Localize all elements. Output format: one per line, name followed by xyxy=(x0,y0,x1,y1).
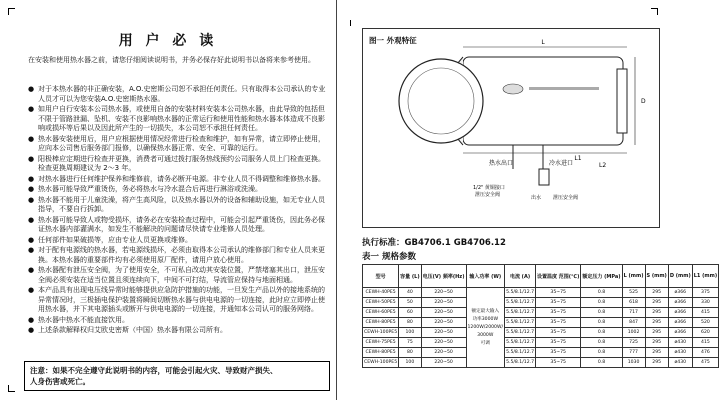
warning-line: 人身伤害或死亡。 xyxy=(30,377,90,386)
power-note-line: 额定最大输入 xyxy=(471,308,500,314)
dim-label-l1: L1 xyxy=(574,155,582,162)
table-cell: 847 xyxy=(622,318,645,328)
table-cell: 35~75 xyxy=(536,358,581,368)
bullet-icon: ● xyxy=(28,154,35,163)
table-cell: CEWH-100PE5 xyxy=(363,358,399,368)
table-cell: 220~50 xyxy=(421,308,466,318)
column-header: L (mm) xyxy=(622,265,645,288)
notice-text: 热水器可能导致人或物受损坏，请务必在安装检查过程中，可能会引起严重烫伤，因此务必保证热水器内部灌满水，如发生不能解决的问题请尽快请专业维修人员处理。 xyxy=(38,215,325,233)
table-cell: 415 xyxy=(692,308,718,318)
power-note-line: 可调 xyxy=(480,340,490,346)
notice-item xyxy=(28,185,328,195)
table-cell: 476 xyxy=(692,348,718,358)
table-cell: 0.8 xyxy=(581,328,622,338)
crop-mark xyxy=(8,8,15,15)
table-cell: 80 xyxy=(399,348,422,358)
column-header: 电流 (A) xyxy=(505,265,536,288)
column-header: 额定压力 (MPa) xyxy=(581,265,622,288)
bullet-icon: ● xyxy=(28,105,35,113)
tank-cap xyxy=(617,69,627,133)
valve-label: 泄压安全阀 xyxy=(553,195,579,201)
left-page xyxy=(0,0,337,400)
table-cell: CEWH-75PE5 xyxy=(363,338,399,348)
right-page xyxy=(338,0,718,400)
table-cell: 295 xyxy=(645,358,668,368)
table-row xyxy=(363,298,719,308)
table-cell: 35~75 xyxy=(536,288,581,298)
table-cell: CEWH-60PE5 xyxy=(363,308,399,318)
table-cell: ø366 xyxy=(668,308,692,318)
notice-item xyxy=(28,236,328,246)
table-cell: ø430 xyxy=(668,348,692,358)
table-cell: ø430 xyxy=(668,358,692,368)
table-cell: 60 xyxy=(399,308,422,318)
table-cell: 0.8 xyxy=(581,298,622,308)
table-cell: 5.5/8.1/12.7 xyxy=(505,308,536,318)
crop-mark xyxy=(8,385,15,392)
column-header: 型号 xyxy=(363,265,399,288)
table-cell: 0.8 xyxy=(581,308,622,318)
table-cell: 525 xyxy=(622,288,645,298)
bullet-icon: ● xyxy=(28,134,35,143)
table-cell: CEWH-50PE5 xyxy=(363,298,399,308)
notice-item xyxy=(28,326,328,336)
cold-inlet-label: 冷水进口 xyxy=(549,160,574,167)
table-cell: 475 xyxy=(692,358,718,368)
bullet-icon: ● xyxy=(28,195,35,204)
table-cell: 35~75 xyxy=(536,318,581,328)
table-cell: 220~50 xyxy=(421,348,466,358)
notice-text: 对热水器进行任何维护保养和维修前，请务必断开电源。非专业人员不得调整和维修热水器。 xyxy=(38,174,325,183)
table-row xyxy=(363,308,719,318)
table-cell: 80 xyxy=(399,318,422,328)
table-cell: 220~50 xyxy=(421,288,466,298)
valve-label: 1/2" 黄铜接口 xyxy=(473,185,505,191)
table-cell: 220~50 xyxy=(421,328,466,338)
table-cell: 0.8 xyxy=(581,288,622,298)
notice-text: 本产品具有出现电压线异常时能够提供应急防护措施的功能，一旦发生产品以外的接地系统的异常情况时，三极插电保护装置将瞬间切断热水器与供电电源的一切连接，此时应立即停止使用热水器，并下其电源插头或断开与供电电源的一切连接，并通知本公司认可的服务网络。 xyxy=(38,286,325,313)
notice-item xyxy=(28,266,328,285)
bullet-icon: ● xyxy=(28,326,35,334)
notice-text: 任何部件如果破损等，应由专业人员更换或维修。 xyxy=(38,235,192,244)
table-row xyxy=(363,338,719,348)
table-cell: 35~75 xyxy=(536,348,581,358)
table-cell: 295 xyxy=(645,298,668,308)
notice-item xyxy=(28,196,328,215)
table-cell: 100 xyxy=(399,328,422,338)
table-cell: 295 xyxy=(645,348,668,358)
power-note-cell xyxy=(466,288,505,368)
notice-list xyxy=(28,85,328,337)
bullet-icon: ● xyxy=(28,185,35,193)
table-cell: 35~75 xyxy=(536,328,581,338)
table-cell: 295 xyxy=(645,338,668,348)
table-row xyxy=(363,348,719,358)
table-cell: 220~50 xyxy=(421,358,466,368)
table-cell: 0.8 xyxy=(581,318,622,328)
table-cell: 717 xyxy=(622,308,645,318)
table-cell: 35~75 xyxy=(536,298,581,308)
hot-outlet-label: 热水出口 xyxy=(489,160,514,167)
table-cell: 0.8 xyxy=(581,348,622,358)
table-cell: 5.5/8.1/12.7 xyxy=(505,318,536,328)
notice-item xyxy=(28,246,328,265)
notice-text: 热水器可能导致严重烫伤，务必将热水与冷水混合后再进行淋浴或洗澡。 xyxy=(38,185,262,193)
table-cell: ø366 xyxy=(668,298,692,308)
bullet-icon: ● xyxy=(28,286,35,294)
table-cell: 520 xyxy=(692,318,718,328)
notice-item xyxy=(28,316,328,326)
table-row xyxy=(363,288,719,298)
table-cell: 35~75 xyxy=(536,308,581,318)
safety-valve-shape xyxy=(539,169,549,185)
table-cell: 5.5/8.1/12.7 xyxy=(505,328,536,338)
table-cell: ø366 xyxy=(668,288,692,298)
bullet-icon: ● xyxy=(28,266,35,274)
table-cell: 5.5/8.1/12.7 xyxy=(505,298,536,308)
figure-title: 图一 外观特征 xyxy=(369,36,417,45)
crop-mark xyxy=(651,8,658,15)
table-cell: ø366 xyxy=(668,318,692,328)
bullet-icon: ● xyxy=(28,174,35,183)
notice-text: 如用户自行安装本公司热水器，或使用自备的安装材料安装本公司热水器，由此导致的包括但不限于管路泄漏、坠机、安装不良影响热水器的正常运行和使用性能和热水器本体造成不良影响或损坏等后果以及因此所产生的一切损失，本公司恕不承担任何责任。 xyxy=(38,105,325,132)
power-note-line: 功率3000W xyxy=(472,316,498,322)
notice-text: 热水器中热水不能直接饮用。 xyxy=(38,315,129,324)
table-cell: 220~50 xyxy=(421,338,466,348)
table-cell: 330 xyxy=(692,298,718,308)
column-header: 容量 (L) xyxy=(399,265,422,288)
appearance-figure xyxy=(362,28,660,228)
notice-text: 阳极棒应定期进行检查并更换，消费者可通过拨打服务热线预约公司服务人员上门检查更换。检查更换周期建议为 2～3 年。 xyxy=(38,154,325,172)
table-cell: 50 xyxy=(399,298,422,308)
valve-label: 泄压安全阀 xyxy=(475,192,501,198)
table-cell: 415 xyxy=(692,338,718,348)
table-cell: 100 xyxy=(399,358,422,368)
notice-item xyxy=(28,175,328,185)
bullet-icon: ● xyxy=(28,85,35,93)
table-cell: 295 xyxy=(645,318,668,328)
brand-strip xyxy=(529,87,599,90)
valve-label: 出水 xyxy=(531,195,542,201)
notice-text: 对于配有电源线的热水器，若电源线损坏，必须由取得本公司承认的维修部门和专业人员来更换。本热水器的重要部件均有必须使用原厂配件，请用户放心使用。 xyxy=(38,246,325,264)
notice-text: 热水器不能用于儿童洗澡，将产生高风险，以及热水器以外的设备和辅助设施，如无专业人员指导，不要自行拆卸。 xyxy=(38,195,325,213)
table-cell: 620 xyxy=(692,328,718,338)
bullet-icon: ● xyxy=(28,215,35,224)
table-cell: 220~50 xyxy=(421,318,466,328)
table-cell: 725 xyxy=(622,338,645,348)
table-header-row xyxy=(363,265,719,288)
power-note-line: 3000W xyxy=(477,332,494,338)
table-cell: 5.5/8.1/12.7 xyxy=(505,288,536,298)
notice-item xyxy=(28,105,328,134)
logo-oval xyxy=(503,84,523,94)
column-header: S (mm) xyxy=(645,265,668,288)
table-row xyxy=(363,358,719,368)
bullet-icon: ● xyxy=(28,315,35,324)
registration-mark xyxy=(350,20,351,26)
dim-label-l2: L2 xyxy=(599,162,607,169)
table-cell: 295 xyxy=(645,328,668,338)
notice-text: 对于本热水器的非正确安装，A.O.史密斯公司恕不承担任何责任。只有取得本公司承认的专业人员才可以为您安装A.O.史密斯热水器。 xyxy=(38,85,326,103)
table-cell: 35~75 xyxy=(536,338,581,348)
column-header: 设置温度 范围(℃) xyxy=(536,265,581,288)
table-cell: 220~50 xyxy=(421,298,466,308)
notice-text: 热水器安装使用后，用户应根据使用情况经常进行检查和维护，如有异常，请立即停止使用，应向本公司售后服务部门报修，以确保热水器正常、安全、可靠的运行。 xyxy=(38,134,325,152)
table-row xyxy=(363,328,719,338)
water-heater-drawing xyxy=(363,29,659,227)
table-cell: CEWH-100PE5 xyxy=(363,328,399,338)
table-cell: 0.8 xyxy=(581,358,622,368)
notice-text: 上述条款解释权归艾欧史密斯（中国）热水器有限公司所有。 xyxy=(38,326,227,334)
power-note-line: 1200W/2000W/ xyxy=(467,324,504,330)
dim-label-l: L xyxy=(541,39,545,46)
table-cell: ø430 xyxy=(668,338,692,348)
notice-item xyxy=(28,216,328,235)
table-cell: 1030 xyxy=(622,358,645,368)
warning-box xyxy=(24,361,330,391)
warning-line: 注意：如果不完全遵守此说明书的内容，可能会引起火灾、导致财产损失、 xyxy=(30,366,278,375)
notice-item xyxy=(28,155,328,174)
table-cell: 5.5/8.1/12.7 xyxy=(505,348,536,358)
intro-paragraph: 在安装和使用热水器之前，请您仔细阅读说明书，并务必保存好此说明书以备将来参考使用。 xyxy=(28,56,315,64)
tank-body-shape xyxy=(463,57,623,145)
notice-item xyxy=(28,85,328,104)
table-cell: 40 xyxy=(399,288,422,298)
table-cell: 295 xyxy=(645,308,668,318)
table-cell: 375 xyxy=(692,288,718,298)
bullet-icon: ● xyxy=(28,235,35,244)
table-cell: 0.8 xyxy=(581,338,622,348)
table-cell: CEWH-80PE5 xyxy=(363,318,399,328)
notice-text: 热水器配有泄压安全阀，为了使用安全，不可私自改动其安装位置，严禁堵塞其出口，泄压安全阀必须安装在适当位置且须连续向下，中间不可打结，导流管应保持与地面相通。 xyxy=(38,266,325,284)
tank-end-circle xyxy=(399,59,483,143)
notice-item xyxy=(28,286,328,315)
dim-label-d: D xyxy=(641,98,646,105)
table-cell: 1002 xyxy=(622,328,645,338)
table-cell: 295 xyxy=(645,288,668,298)
bullet-icon: ● xyxy=(28,246,35,254)
column-header: 电压(V) 频率(Hz) xyxy=(421,265,466,288)
column-header: D (mm) xyxy=(668,265,692,288)
page-title: 用 户 必 读 xyxy=(118,33,218,49)
notice-item xyxy=(28,135,328,154)
spec-table xyxy=(362,264,719,368)
table-cell: 75 xyxy=(399,338,422,348)
table-cell: ø366 xyxy=(668,328,692,338)
column-header: 输入功率 (W) xyxy=(466,265,505,288)
table-cell: 777 xyxy=(622,348,645,358)
column-header: L1 (mm) xyxy=(692,265,718,288)
table-cell: 5.5/8.1/12.7 xyxy=(505,338,536,348)
standard-line: 执行标准：GB4706.1 GB4706.12 xyxy=(362,238,506,248)
table-cell: 618 xyxy=(622,298,645,308)
table-cell: 5.5/8.1/12.7 xyxy=(505,358,536,368)
table-title: 表一 规格参数 xyxy=(362,252,416,262)
table-cell: CEWH-40PE5 xyxy=(363,288,399,298)
table-cell: CEWH-80PE5 xyxy=(363,348,399,358)
table-row xyxy=(363,318,719,328)
